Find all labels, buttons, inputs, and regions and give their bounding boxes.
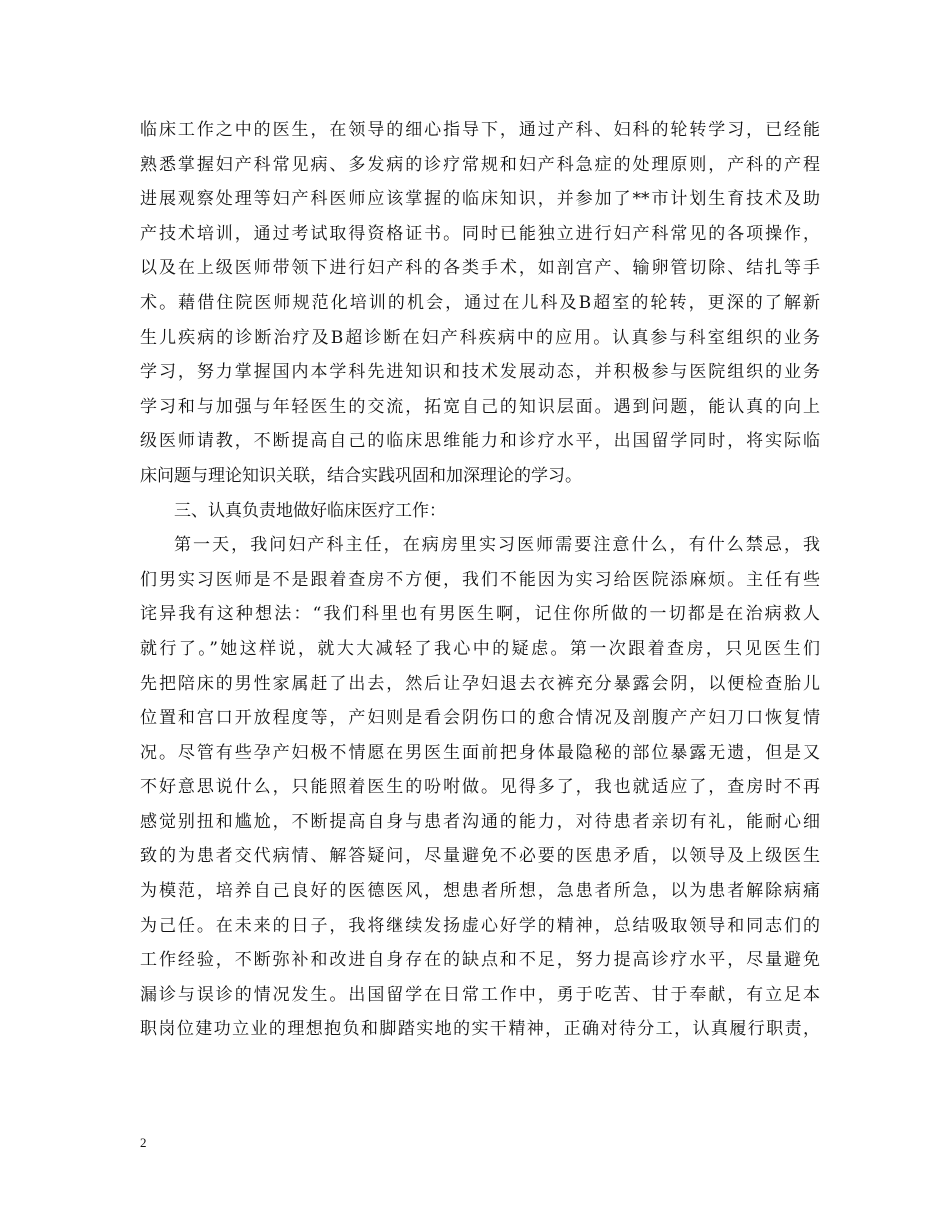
text-line: 为己任。在未来的日子，我将继续发扬虚心好学的精神，总结吸取领导和同志们的 <box>140 915 820 936</box>
text-line: 为模范，培养自己良好的医德医风，想患者所想，急患者所急，以为患者解除病痛 <box>140 881 820 902</box>
text-line: 况。尽管有些孕产妇极不情愿在男医生面前把身体最隐秘的部位暴露无遗，但是又 <box>140 742 820 763</box>
text-line: 进展观察处理等妇产科医师应该掌握的临床知识，并参加了**市计划生育技术及助 <box>140 189 820 210</box>
text-line: 致的为患者交代病情、解答疑问，尽量避免不必要的医患矛盾，以领导及上级医生 <box>140 846 820 867</box>
text-line: 就行了。”她这样说，就大大减轻了我心中的疑虑。第一次跟着查房，只见医生们 <box>140 638 820 659</box>
text-line: 漏诊与误诊的情况发生。出国留学在日常工作中，勇于吃苦、甘于奉献，有立足本 <box>140 984 820 1005</box>
text-line: 位置和宫口开放程度等，产妇则是看会阴伤口的愈合情况及剖腹产产妇刀口恢复情 <box>140 708 820 729</box>
text-line: 们男实习医师是不是跟着查房不方便，我们不能因为实习给医院添麻烦。主任有些 <box>140 569 820 590</box>
page-number: 2 <box>140 1135 147 1150</box>
text-line: 临床工作之中的医生，在领导的细心指导下，通过产科、妇科的轮转学习，已经能 <box>140 120 820 140</box>
text-line: 感觉别扭和尴尬，不断提高自身与患者沟通的能力，对待患者亲切有礼，能耐心细 <box>140 811 820 832</box>
text-line: 先把陪床的男性家属赶了出去，然后让孕妇退去衣裤充分暴露会阴，以便检查胎儿 <box>140 673 820 694</box>
text-line: 第一天，我问妇产科主任，在病房里实习医师需要注意什么，有什么禁忌，我 <box>174 535 820 556</box>
text-line: 产技术培训，通过考试取得资格证书。同时已能独立进行妇产科常见的各项操作， <box>140 223 820 244</box>
text-line: 级医师请教，不断提高自己的临床思维能力和诊疗水平，出国留学同时，将实际临 <box>140 431 820 452</box>
text-line: 以及在上级医师带领下进行妇产科的各类手术，如剖宫产、输卵管切除、结扎等手 <box>140 258 820 279</box>
body-text <box>140 113 820 1047</box>
text-line: 学习和与加强与年轻医生的交流，拓宽自己的知识层面。遇到问题，能认真的向上 <box>140 396 820 417</box>
text-line: 生儿疾病的诊断治疗及B超诊断在妇产科疾病中的应用。认真参与科室组织的业务 <box>140 327 820 348</box>
text-line: 术。藉借住院医师规范化培训的机会，通过在儿科及B超室的轮转，更深的了解新 <box>140 292 820 313</box>
text-line: 工作经验，不断弥补和改进自身存在的缺点和不足，努力提高诊疗水平，尽量避免 <box>140 950 820 971</box>
text-line: 学习，努力掌握国内本学科先进知识和技术发展动态，并积极参与医院组织的业务 <box>140 362 820 383</box>
section-heading: 三、认真负责地做好临床医疗工作： <box>174 500 446 521</box>
text-line: 熟悉掌握妇产科常见病、多发病的诊疗常规和妇产科急症的处理原则，产科的产程 <box>140 154 820 175</box>
text-line: 床问题与理论知识关联，结合实践巩固和加深理论的学习。 <box>140 465 582 486</box>
text-line: 诧异我有这种想法：“我们科里也有男医生啊，记住你所做的一切都是在治病救人 <box>140 604 820 625</box>
text-line: 不好意思说什么，只能照着医生的吩咐做。见得多了，我也就适应了，查房时不再 <box>140 777 820 798</box>
text-line: 职岗位建功立业的理想抱负和脚踏实地的实干精神，正确对待分工，认真履行职责， <box>140 1019 820 1040</box>
